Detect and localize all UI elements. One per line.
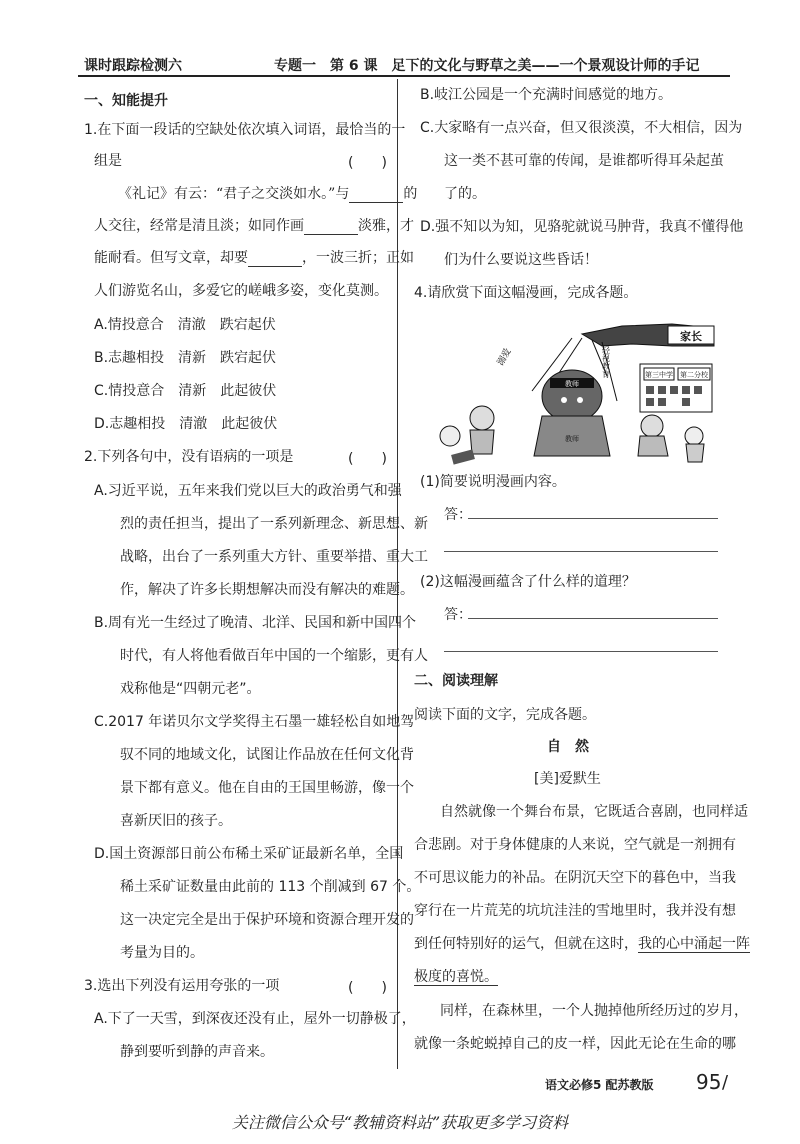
q1-option-a[interactable]: A.情投意合 清澈 跌宕起伏: [94, 317, 276, 333]
q2-option-b-line1[interactable]: B.周有光一生经过了晚清、北洋、民国和新中国四个: [94, 615, 417, 631]
q3-answer-paren[interactable]: ( ): [348, 980, 387, 996]
para1-line4: 穿行在一片荒芜的坑坑洼洼的雪地里时，我并没有想: [414, 903, 736, 919]
q2-option-c-line1[interactable]: C.2017 年诺贝尔文学奖得主石墨一雄轻松自如地驾: [94, 714, 415, 730]
lesson-title: 专题一 第 6 课 足下的文化与野草之美——一个景观设计师的手记: [274, 58, 700, 74]
q3-stem: 3.选出下列没有运用夸张的一项: [84, 978, 280, 994]
section-heading-2: 二、阅读理解: [414, 673, 498, 689]
q1-passage-line1: 《礼记》有云：“君子之交淡如水。”与 的: [118, 186, 418, 202]
para1-line5: 到任何特别好的运气，但就在这时，我的心中涌起一阵: [414, 936, 750, 952]
q2-option-d-line4: 考量为目的。: [120, 945, 204, 961]
q1-passage-line3: 能耐看。但写文章，却要 ，一波三折；正如: [94, 250, 414, 266]
q1-stem-line1: 1.在下面一段话的空缺处依次填入词语，最恰当的一: [84, 122, 406, 138]
q3-option-d-line1[interactable]: D.强不知以为知，见骆驼就说马肿背，我真不懂得他: [420, 219, 744, 235]
q2-option-c-line4: 喜新厌旧的孩子。: [120, 813, 232, 829]
q3-option-d-line2: 们为什么要说这些昏话！: [444, 252, 598, 268]
cartoon-illustration: [432, 316, 718, 466]
q1-blank-1[interactable]: [349, 188, 403, 203]
label-right: 轻视教育: [601, 346, 611, 378]
q1-option-b[interactable]: B.志趣相投 清新 跌宕起伏: [94, 350, 277, 366]
q4-sub1: (1)简要说明漫画内容。: [420, 474, 566, 490]
label-school1: 第三中学: [645, 371, 673, 379]
page-number: 95: [696, 1070, 722, 1094]
q1-answer-paren[interactable]: ( ): [348, 155, 387, 171]
q3-option-c-line3: 了的。: [444, 186, 486, 202]
para1-line2: 合悲剧。对于身体健康的人来说，空气就是一剂拥有: [414, 837, 736, 853]
q4-sub1-answer-line2[interactable]: [444, 551, 718, 552]
q2-option-a-line2: 烈的责任担当，提出了一系列新理念、新思想、新: [120, 516, 428, 532]
q1-option-d[interactable]: D.志趣相投 清澈 此起彼伏: [94, 416, 278, 432]
q4-sub2-answer-label: 答：: [444, 607, 472, 623]
label-teacher: 教师: [565, 380, 579, 388]
q2-option-d-line2: 稀土采矿证数量由此前的 113 个削减到 67 个。: [120, 879, 421, 895]
para2-line2: 就像一条蛇蜕掉自己的皮一样，因此无论在生命的哪: [414, 1036, 736, 1052]
q2-option-b-line3: 戏称他是“四朝元老”。: [120, 681, 261, 697]
q4-sub1-answer-label: 答：: [444, 507, 472, 523]
q2-option-c-line3: 景下都有意义。他在自由的王国里畅游，像一个: [120, 780, 414, 796]
school-building-icon: [640, 364, 712, 412]
label-kid: 教师: [565, 435, 579, 443]
q1-blank-3[interactable]: [248, 252, 302, 267]
q1-passage-line4: 人们游览名山，多爱它的嵯峨多姿，变化莫测。: [94, 283, 388, 299]
page-slash: /: [722, 1072, 729, 1093]
q2-option-a-line1[interactable]: A.习近平说，五年来我们党以巨大的政治勇气和强: [94, 483, 402, 499]
article-author: [美]爱默生: [534, 771, 601, 787]
q3-option-a-line2: 静到要听到静的声音来。: [120, 1044, 274, 1060]
q1-option-c[interactable]: C.情投意合 清新 此起彼伏: [94, 383, 277, 399]
label-left: 溺爱: [495, 346, 514, 368]
q3-option-c-line1[interactable]: C.大家略有一点兴奋，但又很淡漠，不大相信，因为: [420, 120, 743, 136]
q2-option-c-line2: 驭不同的地域文化，试图让作品放在任何文化背: [120, 747, 414, 763]
q4-sub2-answer-line1[interactable]: [468, 618, 718, 619]
para1-line3: 不可思议能力的补品。在阴沉天空下的暮色中，当我: [414, 870, 736, 886]
q4-sub1-answer-line1[interactable]: [468, 518, 718, 519]
reading-instruction: 阅读下面的文字，完成各题。: [414, 707, 596, 723]
textbook-badge: 语文必修5 配苏教版: [545, 1078, 654, 1092]
label-parent: 家长: [680, 330, 702, 343]
q2-option-d-line1[interactable]: D.国土资源部日前公布稀土采矿证最新名单，全国: [94, 846, 404, 862]
q1-passage-line2: 人交往，经常是清且淡；如同作画 淡雅，才: [94, 218, 414, 234]
q2-option-a-line3: 战略，出台了一系列重大方针、重要举措、重大工: [120, 549, 428, 565]
q4-stem: 4.请欣赏下面这幅漫画，完成各题。: [414, 285, 638, 301]
promo-note: 关注微信公众号“教辅资料站”获取更多学习资料: [231, 1113, 569, 1132]
q4-sub2-answer-line2[interactable]: [444, 651, 718, 652]
article-title: 自 然: [547, 739, 589, 755]
para1-line6: [414, 968, 498, 986]
q1-stem-line2: 组是: [94, 153, 122, 169]
q2-option-d-line3: 这一决定完全是出于保护环境和资源合理开发的: [120, 912, 414, 928]
underlined-phrase-part1: 我的心中涌起一阵: [638, 936, 750, 952]
para2-line1: 同样，在森林里，一个人抛掉他所经历过的岁月，: [440, 1003, 748, 1019]
q3-option-a-line1[interactable]: A.下了一天雪，到深夜还没有止，屋外一切静极了，: [94, 1011, 416, 1027]
label-school2: 第二分校: [680, 371, 708, 379]
q2-answer-paren[interactable]: ( ): [348, 451, 387, 467]
underlined-phrase-part2: 极度的喜悦。: [414, 969, 498, 985]
q2-option-b-line2: 时代，有人将他看做百年中国的一个缩影，更有人: [120, 648, 428, 664]
q2-stem: 2.下列各句中，没有语病的一项是: [84, 449, 294, 465]
q4-sub2: (2)这幅漫画蕴含了什么样的道理？: [420, 574, 636, 590]
q2-option-a-line4: 作，解决了许多长期想解决而没有解决的难题。: [120, 582, 414, 598]
q3-option-b[interactable]: B.岐江公园是一个充满时间感觉的地方。: [420, 87, 673, 103]
q3-option-c-line2: 这一类不甚可靠的传闻，是谁都听得耳朵起茧: [444, 153, 724, 169]
para1-line1: 自然就像一个舞台布景，它既适合喜剧，也同样适: [440, 804, 748, 820]
q1-blank-2[interactable]: [304, 220, 358, 235]
header-rule: [78, 75, 730, 77]
lesson-label: 课时跟踪检测六: [84, 58, 182, 74]
section-heading-1: 一、知能提升: [84, 93, 168, 109]
